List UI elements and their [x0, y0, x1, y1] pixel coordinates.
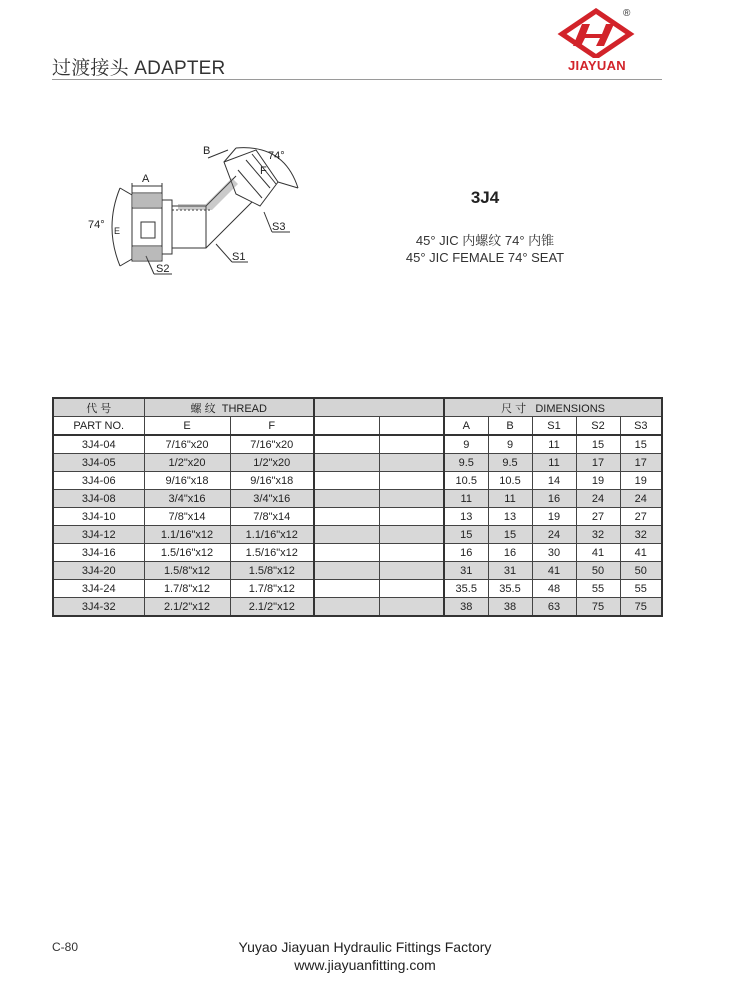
- cell-e: 1.5/16"x12: [144, 544, 230, 562]
- registered-mark: ®: [623, 8, 631, 19]
- cell-empty: [314, 472, 379, 490]
- cell-e: 9/16"x18: [144, 472, 230, 490]
- col-a: A: [444, 417, 488, 436]
- angle-top-label: 74°: [268, 150, 285, 162]
- cell-b: 9.5: [488, 454, 532, 472]
- cell-part: 3J4-06: [53, 472, 144, 490]
- cell-part: 3J4-10: [53, 508, 144, 526]
- product-code: 3J4: [470, 188, 500, 207]
- cell-f: 1/2"x20: [230, 454, 314, 472]
- cell-s2: 19: [576, 472, 620, 490]
- cell-empty: [379, 580, 444, 598]
- cell-b: 35.5: [488, 580, 532, 598]
- dim-s3-label: S3: [272, 221, 286, 233]
- cell-b: 10.5: [488, 472, 532, 490]
- col-s1: S1: [532, 417, 576, 436]
- cell-f: 1.7/8"x12: [230, 580, 314, 598]
- fitting-technical-drawing: [86, 140, 306, 285]
- cell-empty: [314, 490, 379, 508]
- table-row: [53, 544, 662, 562]
- page-number: C-80: [52, 940, 79, 954]
- col-b: B: [488, 417, 532, 436]
- angle-left-label: 74°: [88, 219, 105, 231]
- cell-f: 7/16"x20: [230, 435, 314, 454]
- cell-s1: 30: [532, 544, 576, 562]
- table-row: [53, 562, 662, 580]
- cell-empty: [314, 526, 379, 544]
- col-empty-2: [379, 417, 444, 436]
- cell-empty: [379, 598, 444, 617]
- table-row: [53, 454, 662, 472]
- cell-a: 11: [444, 490, 488, 508]
- table-row: [53, 598, 662, 617]
- cell-b: 13: [488, 508, 532, 526]
- cell-s3: 27: [620, 508, 662, 526]
- cell-s3: 15: [620, 435, 662, 454]
- cell-part: 3J4-20: [53, 562, 144, 580]
- cell-s1: 63: [532, 598, 576, 617]
- cell-b: 31: [488, 562, 532, 580]
- cell-f: 7/8"x14: [230, 508, 314, 526]
- cell-s2: 50: [576, 562, 620, 580]
- cell-empty: [314, 544, 379, 562]
- logo-text: JIAYUAN: [568, 58, 626, 73]
- cell-empty: [314, 598, 379, 617]
- dim-s2-label: S2: [156, 263, 170, 275]
- cell-s3: 17: [620, 454, 662, 472]
- cell-s2: 15: [576, 435, 620, 454]
- cell-empty: [379, 472, 444, 490]
- table-row: [53, 490, 662, 508]
- cell-e: 2.1/2"x12: [144, 598, 230, 617]
- cell-a: 16: [444, 544, 488, 562]
- cell-e: 1.7/8"x12: [144, 580, 230, 598]
- cell-b: 11: [488, 490, 532, 508]
- dim-b-label: B: [203, 145, 211, 157]
- cell-empty: [379, 508, 444, 526]
- cell-s1: 14: [532, 472, 576, 490]
- cell-s2: 75: [576, 598, 620, 617]
- group-part-header: 代 号: [53, 398, 144, 417]
- table-row: [53, 472, 662, 490]
- cell-e: 1/2"x20: [144, 454, 230, 472]
- cell-empty: [314, 580, 379, 598]
- cell-f: 1.5/16"x12: [230, 544, 314, 562]
- cell-a: 13: [444, 508, 488, 526]
- dim-f-label: F: [260, 165, 267, 177]
- group-dimensions-header: 尺 寸 DIMENSIONS: [444, 398, 662, 417]
- table-row: [53, 526, 662, 544]
- col-part-no: PART NO.: [53, 417, 144, 436]
- cell-f: 2.1/2"x12: [230, 598, 314, 617]
- table-row: [53, 435, 662, 454]
- col-f: F: [230, 417, 314, 436]
- cell-s1: 11: [532, 454, 576, 472]
- cell-s1: 16: [532, 490, 576, 508]
- cell-b: 38: [488, 598, 532, 617]
- cell-e: 7/16"x20: [144, 435, 230, 454]
- cell-s1: 19: [532, 508, 576, 526]
- cell-s1: 24: [532, 526, 576, 544]
- cell-s2: 24: [576, 490, 620, 508]
- cell-s2: 32: [576, 526, 620, 544]
- cell-s3: 55: [620, 580, 662, 598]
- page-title: 过渡接头 ADAPTER: [52, 58, 226, 79]
- cell-part: 3J4-32: [53, 598, 144, 617]
- cell-part: 3J4-08: [53, 490, 144, 508]
- header-divider: [52, 79, 662, 80]
- cell-empty: [379, 435, 444, 454]
- cell-a: 38: [444, 598, 488, 617]
- cell-s1: 11: [532, 435, 576, 454]
- cell-b: 15: [488, 526, 532, 544]
- cell-e: 1.1/16"x12: [144, 526, 230, 544]
- cell-part: 3J4-12: [53, 526, 144, 544]
- cell-s1: 41: [532, 562, 576, 580]
- cell-empty: [314, 508, 379, 526]
- cell-e: 7/8"x14: [144, 508, 230, 526]
- cell-b: 16: [488, 544, 532, 562]
- cell-a: 10.5: [444, 472, 488, 490]
- cell-s3: 75: [620, 598, 662, 617]
- cell-empty: [379, 544, 444, 562]
- footer-company: Yuyao Jiayuan Hydraulic Fittings Factory: [238, 939, 492, 955]
- cell-s3: 50: [620, 562, 662, 580]
- footer-website-link[interactable]: www.jiayuanfitting.com: [294, 957, 436, 973]
- cell-empty: [314, 454, 379, 472]
- cell-part: 3J4-24: [53, 580, 144, 598]
- cell-e: 3/4"x16: [144, 490, 230, 508]
- cell-f: 1.1/16"x12: [230, 526, 314, 544]
- table-row: [53, 580, 662, 598]
- cell-part: 3J4-05: [53, 454, 144, 472]
- cell-s2: 17: [576, 454, 620, 472]
- col-e: E: [144, 417, 230, 436]
- group-thread-header: 螺 纹 THREAD: [144, 398, 314, 417]
- cell-a: 15: [444, 526, 488, 544]
- col-empty-1: [314, 417, 379, 436]
- cell-empty: [314, 562, 379, 580]
- cell-f: 1.5/8"x12: [230, 562, 314, 580]
- cell-part: 3J4-04: [53, 435, 144, 454]
- cell-s3: 41: [620, 544, 662, 562]
- group-empty-header: [314, 398, 444, 417]
- cell-part: 3J4-16: [53, 544, 144, 562]
- table-row: [53, 508, 662, 526]
- cell-a: 31: [444, 562, 488, 580]
- cell-empty: [379, 526, 444, 544]
- col-s3: S3: [620, 417, 662, 436]
- cell-empty: [314, 435, 379, 454]
- col-s2: S2: [576, 417, 620, 436]
- cell-s3: 19: [620, 472, 662, 490]
- dim-e-label: E: [114, 226, 121, 236]
- cell-e: 1.5/8"x12: [144, 562, 230, 580]
- cell-s2: 41: [576, 544, 620, 562]
- cell-s3: 32: [620, 526, 662, 544]
- spec-table: [52, 397, 663, 617]
- cell-s1: 48: [532, 580, 576, 598]
- cell-s2: 27: [576, 508, 620, 526]
- cell-a: 9: [444, 435, 488, 454]
- cell-b: 9: [488, 435, 532, 454]
- product-description-cn: 45° JIC 内螺纹 74° 内锥: [415, 233, 555, 248]
- cell-empty: [379, 490, 444, 508]
- cell-f: 3/4"x16: [230, 490, 314, 508]
- cell-f: 9/16"x18: [230, 472, 314, 490]
- brand-logo: [552, 8, 642, 76]
- dim-a-label: A: [142, 173, 150, 185]
- cell-empty: [379, 562, 444, 580]
- cell-a: 9.5: [444, 454, 488, 472]
- cell-s3: 24: [620, 490, 662, 508]
- cell-s2: 55: [576, 580, 620, 598]
- dim-s1-label: S1: [232, 251, 246, 263]
- product-description-en: 45° JIC FEMALE 74° SEAT: [405, 250, 565, 265]
- cell-a: 35.5: [444, 580, 488, 598]
- cell-empty: [379, 454, 444, 472]
